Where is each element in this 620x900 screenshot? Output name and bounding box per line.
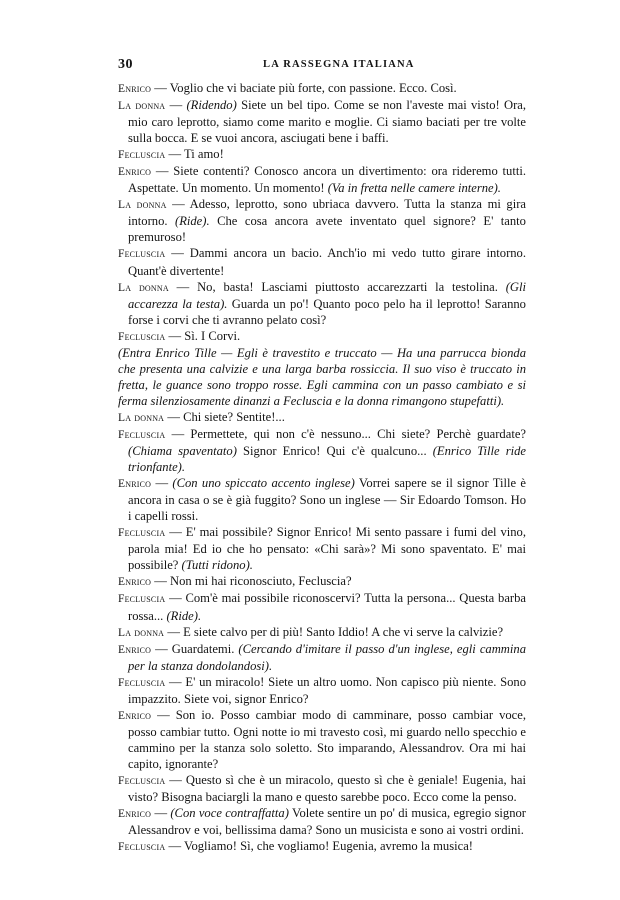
- dialogue-line: [118, 97, 526, 146]
- stage-direction: [118, 345, 526, 409]
- stage-direction-inline: (Con uno spiccato accento inglese): [172, 476, 355, 491]
- dialogue-text-span: Voglio che vi baciate più forte, con passione. Ecco. Così.: [169, 81, 457, 95]
- dialogue-text-span: Adesso, leprotto, sono ubriaca davvero. Tutta la stanza mi gira intorno.: [128, 197, 527, 229]
- speaker-separator: —: [165, 525, 186, 540]
- dialogue-text-span: Son io. Posso cambiar modo di camminare, posso cambiar voce, posso cambiar tutto. Ogni notte io mi travesto così, mi guardo nello specchio e cammino per la stanza solo soletto. Sto imparando, Alessandrov. Ora mi hai capito, ignorante?: [128, 707, 527, 771]
- stage-direction-inline: (Va in fretta nelle camere interne).: [327, 181, 501, 196]
- dialogue-text-span: Che cosa ancora avete inventato quel signore? E' tanto premuroso!: [128, 214, 526, 245]
- speaker-name: Fecluscia: [118, 593, 166, 606]
- stage-direction-inline: (Cercando d'imitare il passo d'un inglese, egli cammina per la stanza dondolandosi).: [128, 641, 526, 673]
- dialogue-text-span: Com'è mai possibile riconoscervi? Tutta la persona... Questa barba rossa...: [128, 591, 526, 623]
- speaker-separator: —: [151, 81, 170, 95]
- dialogue-line: [118, 772, 526, 805]
- running-header: [118, 57, 518, 73]
- speaker-name: Enrico: [118, 166, 152, 179]
- speaker-name: La donna: [118, 281, 169, 294]
- dialogue-text-span: Ti amo!: [183, 147, 224, 162]
- dialogue-line: [118, 707, 526, 772]
- dialogue-line: [118, 426, 526, 475]
- speaker-name: Fecluscia: [118, 841, 166, 854]
- dialogue-text-span: E' un miracolo! Siete un altro uomo. Non capisco più niente. Sono impazzito. Siete voi, signor Enrico?: [128, 674, 526, 706]
- dialogue-text-span: No, basta! Lasciami piuttosto accarezzarti la testolina.: [197, 279, 498, 294]
- dialogue-line: [118, 279, 526, 328]
- speaker-separator: —: [165, 591, 186, 606]
- speaker-separator: —: [165, 772, 186, 787]
- speaker-name: Fecluscia: [118, 248, 166, 261]
- speaker-name: La donna: [118, 199, 167, 212]
- speaker-name: Enrico: [118, 709, 152, 722]
- dialogue-text-span: Sì. I Corvi.: [184, 328, 241, 343]
- speaker-separator: —: [165, 98, 187, 113]
- dialogue-line: [118, 524, 526, 573]
- dialogue-line: [118, 805, 526, 838]
- dialogue-text-span: E' mai possibile? Signor Enrico! Mi sento passare i fumi del vino, parola mia! Ed io che ho pensato: «Chi sarà»? Mi sono spaventato. E' mai possibile?: [128, 525, 526, 573]
- stage-direction-inline: (Con voce contraffatta): [170, 806, 289, 821]
- stage-direction-inline: (Ride).: [166, 608, 202, 623]
- dialogue-text-span: Siete contenti? Conosco ancora un divertimento: ora rideremo tutti. Aspettate. Un momento. Un momento!: [128, 164, 526, 196]
- dialogue-text-span: Guardatemi.: [171, 641, 235, 656]
- speaker-separator: —: [151, 476, 173, 491]
- dialogue-text-span: E siete calvo per di più! Santo Iddio! A che vi serve la calvizie?: [183, 624, 504, 639]
- speaker-name: Enrico: [118, 643, 152, 656]
- dialogue-text-span: Questo sì che è un miracolo, questo sì che è geniale! Eugenia, hai visto? Bisogna baciargli la mano e questo sarebbe poco. Ecco come la penso.: [128, 772, 527, 805]
- dialogue-line: [118, 409, 526, 426]
- speaker-name: Enrico: [118, 83, 152, 95]
- stage-direction-text: (Entra Enrico Tille — Egli è travestito e truccato — Ha una parrucca bionda che presenta una calvizie e una larga barba rossiccia. Il suo viso è truccato in fretta, le guance sono troppo rosse. Egli cammina con un passo cambiato e si ferma silenziosamente dinanzi a Fecluscia e la donna rimangono stupefatti).: [118, 345, 526, 408]
- dialogue-line: [118, 163, 526, 196]
- speaker-separator: —: [165, 147, 184, 162]
- speaker-separator: —: [168, 279, 198, 294]
- dialogue-text-span: Vogliamo! Sì, che vogliamo! Eugenia, avremo la musica!: [183, 839, 473, 854]
- speaker-separator: —: [151, 574, 171, 589]
- dialogue-line: [118, 590, 526, 623]
- speaker-name: Fecluscia: [118, 149, 166, 162]
- speaker-name: Enrico: [118, 478, 152, 491]
- dialogue-line: [118, 641, 526, 674]
- dialogue-line: [118, 196, 526, 245]
- speaker-separator: —: [165, 246, 190, 261]
- stage-direction-inline: (Enrico Tille ride trionfante).: [128, 444, 526, 475]
- speaker-separator: —: [165, 839, 184, 854]
- dialogue-text-span: Vorrei sapere se il signor Tille è ancora in casa o se è già fuggito? Sono un inglese — Sir Edoardo Tomson. Ho i capelli rossi.: [128, 476, 527, 524]
- speaker-name: Fecluscia: [118, 527, 166, 540]
- dialogue-text-span: Non mi hai riconosciuto, Fecluscia?: [170, 574, 352, 589]
- stage-direction-inline: (Ride).: [175, 214, 210, 229]
- dialogue-text-span: Guarda un po'! Quanto poco pelo ha il leprotto! Saranno forse i corvi che ti avranno pelato così?: [128, 296, 526, 327]
- dialogue-text-span: Chi siete? Sentite!...: [183, 409, 285, 424]
- dialogue-text-span: Permettete, qui non c'è nessuno... Chi siete? Perchè guardate?: [190, 426, 526, 441]
- speaker-name: Fecluscia: [118, 774, 166, 787]
- dialogue-line: [118, 146, 526, 163]
- stage-direction-inline: (Gli accarezza la testa).: [128, 279, 526, 311]
- dialogue-text-span: Volete sentire un po' di musica, egregio signor Alessandrov e voi, bellissima dama? Sono un musicista e sono ai vostri ordini.: [128, 806, 527, 838]
- dialogue-line: [118, 245, 526, 278]
- dialogue-line: [118, 674, 526, 707]
- stage-direction-inline: (Tutti ridono).: [181, 558, 253, 573]
- speaker-separator: —: [151, 806, 171, 821]
- dialogue-line: [118, 624, 526, 641]
- dialogue-line: [118, 80, 526, 97]
- speaker-separator: —: [151, 707, 176, 722]
- dialogue-text-span: Dammi ancora un bacio. Anch'io mi vedo tutto girare intorno. Quant'è divertente!: [128, 246, 527, 278]
- journal-title: LA RASSEGNA ITALIANA: [263, 59, 415, 70]
- speaker-name: Fecluscia: [118, 428, 166, 441]
- speaker-name: La donna: [118, 100, 166, 113]
- stage-direction-inline: (Chiama spaventato): [128, 444, 237, 459]
- speaker-separator: —: [165, 426, 191, 441]
- speaker-name: Fecluscia: [118, 676, 166, 689]
- speaker-name: Enrico: [118, 576, 152, 589]
- speaker-separator: —: [165, 328, 185, 343]
- speaker-separator: —: [164, 624, 184, 639]
- dialogue-line: [118, 838, 526, 855]
- page-number: 30: [118, 57, 133, 72]
- dialogue-text: [118, 80, 526, 855]
- dialogue-line: [118, 328, 526, 345]
- stage-direction-inline: (Ridendo): [186, 98, 237, 113]
- speaker-name: La donna: [118, 626, 165, 639]
- dialogue-text-span: Siete un bel tipo. Come se non l'aveste mai visto! Ora, mio caro leprotto, siamo come marito e moglie. Ci siamo baciati per tre volte sulla bocca. E se vuoi ancora, asciugati bene i baffi.: [128, 98, 526, 146]
- speaker-name: Fecluscia: [118, 330, 166, 343]
- speaker-name: La donna: [118, 411, 165, 424]
- dialogue-line: [118, 573, 526, 590]
- speaker-separator: —: [166, 197, 190, 212]
- speaker-separator: —: [164, 409, 184, 424]
- speaker-name: Enrico: [118, 808, 152, 821]
- speaker-separator: —: [151, 164, 174, 179]
- dialogue-text-span: Signor Enrico! Qui c'è qualcuno...: [243, 444, 427, 459]
- speaker-separator: —: [165, 674, 186, 689]
- speaker-separator: —: [151, 641, 172, 656]
- dialogue-line: [118, 475, 526, 524]
